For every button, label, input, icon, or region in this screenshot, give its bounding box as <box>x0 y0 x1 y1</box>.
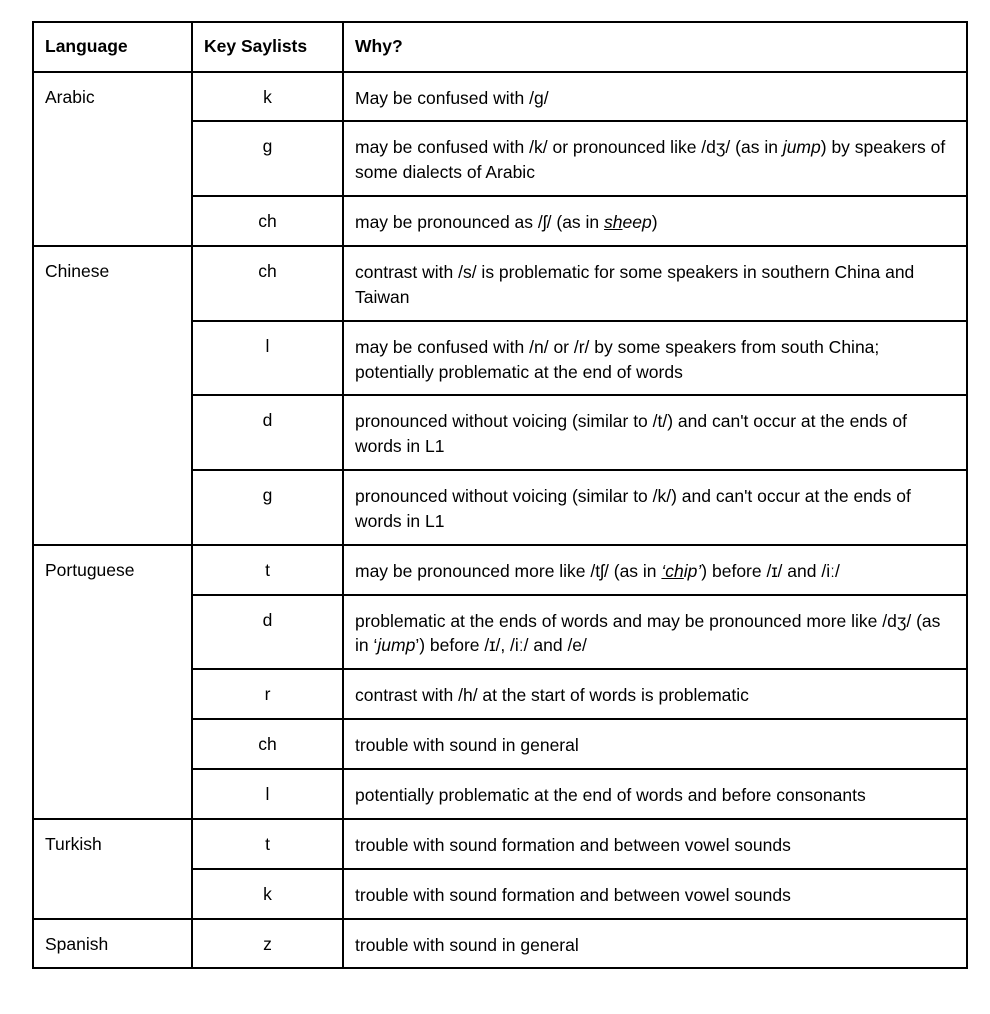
why-cell: may be pronounced as /ʃ/ (as in sheep) <box>343 196 967 246</box>
key-saylist-cell: ch <box>192 196 343 246</box>
key-saylist-cell: l <box>192 321 343 396</box>
why-cell: problematic at the ends of words and may be pronounced more like /dʒ/ (as in ‘jump’) before /ɪ/, /iː/ and /e/ <box>343 595 967 670</box>
why-cell: may be confused with /n/ or /r/ by some speakers from south China; potentially problematic at the end of words <box>343 321 967 396</box>
key-saylist-cell: t <box>192 819 343 869</box>
why-cell: contrast with /s/ is problematic for some speakers in southern China and Taiwan <box>343 246 967 321</box>
key-saylist-cell: r <box>192 669 343 719</box>
key-saylist-cell: l <box>192 769 343 819</box>
key-saylist-cell: k <box>192 72 343 122</box>
column-header-why: Why? <box>343 22 967 72</box>
key-saylist-cell: z <box>192 919 343 969</box>
key-saylist-cell: ch <box>192 719 343 769</box>
why-cell: pronounced without voicing (similar to /k/) and can't occur at the ends of words in L1 <box>343 470 967 545</box>
key-saylist-cell: t <box>192 545 343 595</box>
column-header-key-saylists: Key Saylists <box>192 22 343 72</box>
table-header-row <box>33 22 967 72</box>
key-saylist-cell: g <box>192 121 343 196</box>
language-cell: Spanish <box>33 919 192 969</box>
why-cell: trouble with sound in general <box>343 919 967 969</box>
saylist-table <box>32 21 968 969</box>
why-cell: may be pronounced more like /tʃ/ (as in ‘chip’) before /ɪ/ and /iː/ <box>343 545 967 595</box>
key-saylist-cell: k <box>192 869 343 919</box>
key-saylist-cell: d <box>192 595 343 670</box>
language-cell: Arabic <box>33 72 192 246</box>
table-row <box>33 545 967 595</box>
table-header <box>33 22 967 72</box>
why-cell: may be confused with /k/ or pronounced like /dʒ/ (as in jump) by speakers of some dialects of Arabic <box>343 121 967 196</box>
why-cell: trouble with sound formation and between vowel sounds <box>343 869 967 919</box>
why-cell: contrast with /h/ at the start of words is problematic <box>343 669 967 719</box>
language-cell: Portuguese <box>33 545 192 819</box>
table-row <box>33 72 967 122</box>
column-header-language: Language <box>33 22 192 72</box>
language-cell: Turkish <box>33 819 192 919</box>
why-cell: trouble with sound in general <box>343 719 967 769</box>
key-saylist-cell: g <box>192 470 343 545</box>
table-body <box>33 72 967 969</box>
table-row <box>33 919 967 969</box>
why-cell: trouble with sound formation and between vowel sounds <box>343 819 967 869</box>
table-row <box>33 819 967 869</box>
key-saylist-cell: ch <box>192 246 343 321</box>
why-cell: potentially problematic at the end of words and before consonants <box>343 769 967 819</box>
why-cell: May be confused with /g/ <box>343 72 967 122</box>
key-saylist-cell: d <box>192 395 343 470</box>
table-row <box>33 246 967 321</box>
why-cell: pronounced without voicing (similar to /t/) and can't occur at the ends of words in L1 <box>343 395 967 470</box>
language-cell: Chinese <box>33 246 192 545</box>
